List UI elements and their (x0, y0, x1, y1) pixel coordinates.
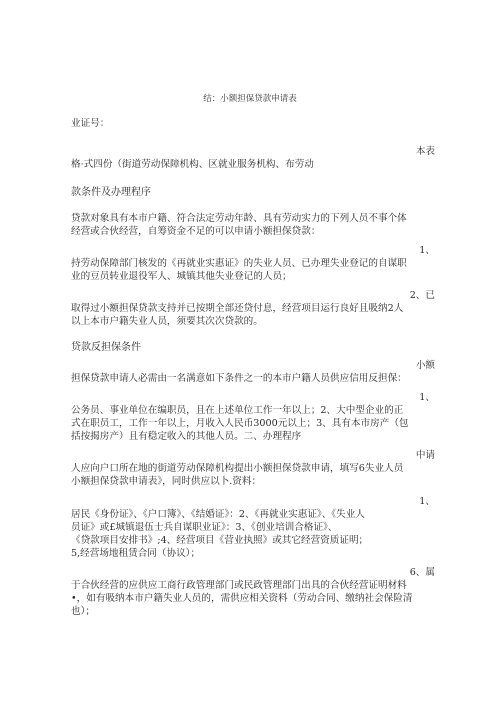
text-line: 业的豆员转业退役军人、城镇其他失业登记的人员； (71, 271, 292, 282)
text-line: •，如有吸纳本市户籍失业人员的，需供应相关资料（劳动合同、缴纳社会保险清 (71, 593, 413, 604)
text-line: 人应向户口所在地的街道劳动保障机构提出小额担保贷款申请，填写6失业人员 (71, 463, 404, 474)
text-line: 贷款对象具有本市户籍、符合法定劳动年龄、具有劳动实力的下列人员不事个体 (71, 213, 407, 224)
list-number: 2、已 (409, 290, 435, 301)
text-line: 担保贷款申请人必需由一名满意如下条件之一的本市户籍人员供应信用反担保： (71, 373, 407, 384)
text-line: 居民《身份证》、《户口簿》、《结婚证》：2、《再就业实惠证》、《失业人 (71, 509, 365, 520)
text-line: 小额担保贷款申请表》，同时供应以卜.资料： (71, 476, 262, 487)
section-heading: 贷款反担保条件 (71, 342, 141, 353)
text-line: 式在职员工，工作一年以上，月收入人民币3000元以上；3、具有本市房产（包 (71, 418, 409, 429)
list-number: 1、 (419, 245, 435, 256)
text-line: 本表 (415, 146, 435, 157)
text-line: 格·式四份（街道劳动保障机构、区就业服务机构、布劳动 (71, 159, 314, 170)
text-line: 5,经营场地租赁合同（协议）； (71, 548, 201, 559)
text-line: 于合伙经营的应供应工商行政管理部门或民政管理部门出具的合伙经营证明材料 (71, 580, 407, 591)
text-line: 经营或合伙经营，自筹资金不足的可以申请小额担保贷款： (71, 226, 321, 237)
text-line: 以上本市户籍失业人员，须要其次次贷款的。 (71, 316, 263, 327)
text-line: 也）； (71, 606, 95, 617)
text-line: 持劳动保障部门核发的《再就业实惠证》的失业人员、已办理失业登记的自谋职 (71, 258, 407, 269)
text-line: 括按揭房产）且有稳定收入的其他人员。二、办理程序 (71, 431, 302, 442)
document-title: 结：小额担保贷款申请表 (203, 94, 297, 104)
text-line: 中请 (415, 450, 435, 461)
text-line: 小额 (415, 360, 435, 371)
license-number-label: 业证号： (71, 118, 110, 129)
text-line: 取得过小额担保贷款支持并已按期全部还贷付息，经营项目运行良好且吸纳2人 (71, 303, 404, 314)
list-number: 1、 (419, 392, 435, 403)
text-line: 公务员、事业单位在编职员，且在上述单位工作一年以上；2、大中型企业的正 (71, 405, 404, 416)
list-number: 6、属 (409, 567, 435, 578)
text-line: 员证》或£城镇退伍士兵自谋职业证》：3、《创业培训合格证》、 (71, 522, 338, 533)
section-heading: 款条件及办理程序 (71, 187, 151, 198)
list-number: 1、 (419, 496, 435, 507)
text-line: 《贷款项目安排书》;4、经营项目《营业执照》或其它经营资质证明； (71, 535, 369, 546)
